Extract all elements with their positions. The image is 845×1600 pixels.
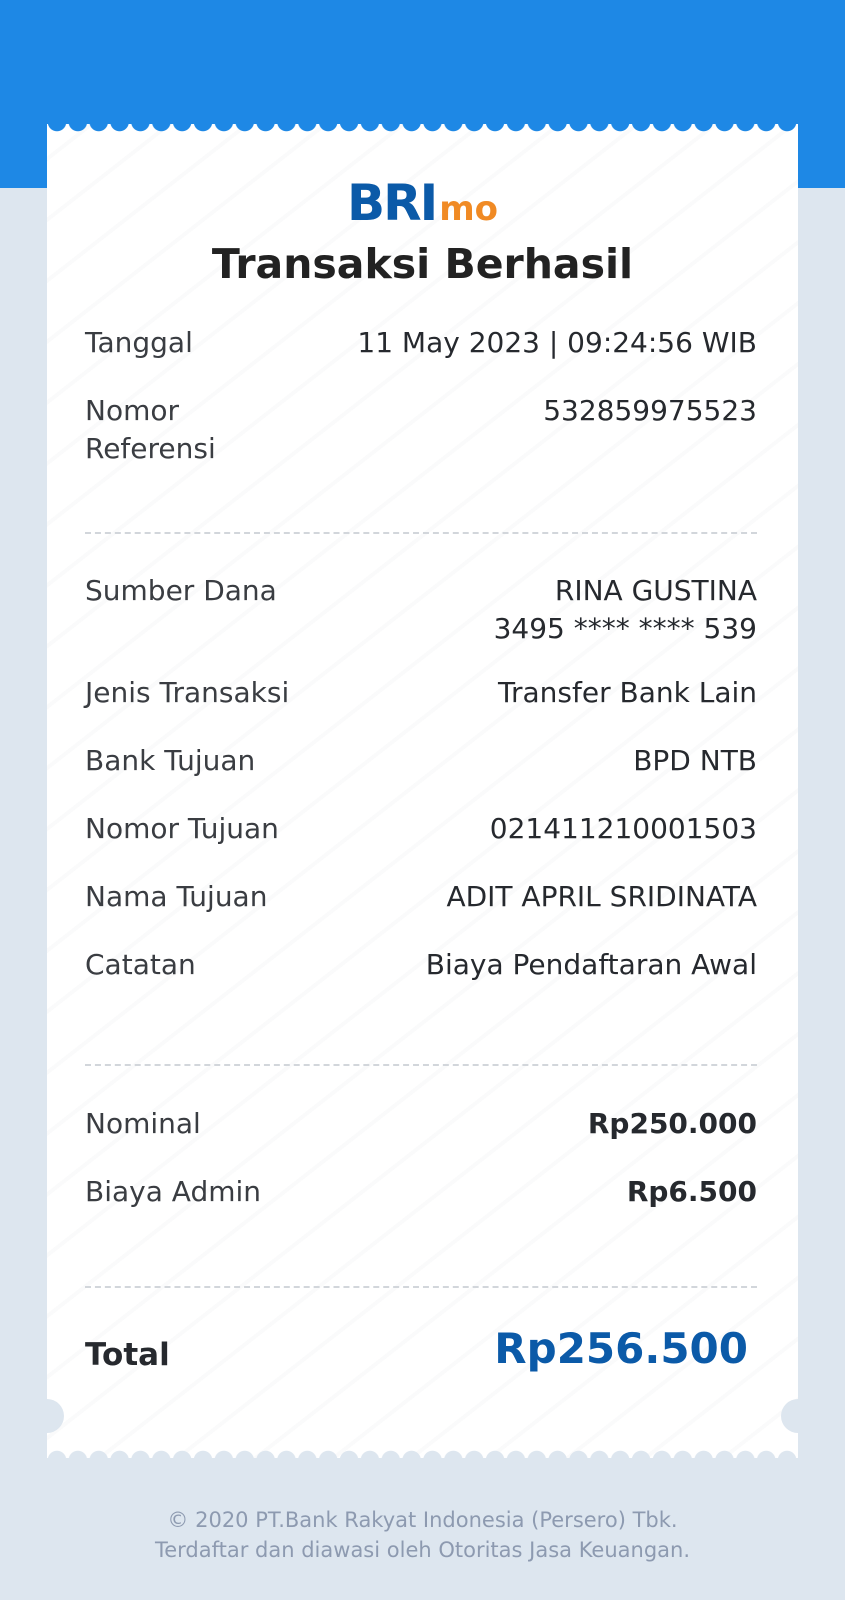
row-catatan [85, 946, 757, 984]
nominal-value: Rp250.000 [587, 1107, 757, 1140]
referensi-label: Nomor Referensi [85, 394, 216, 465]
receipt-notch-left [30, 1399, 64, 1433]
nomor-tujuan-label: Nomor Tujuan [85, 812, 279, 845]
referensi-value: 532859975523 [543, 394, 757, 427]
divider-3 [85, 1286, 757, 1288]
sumber-name: RINA GUSTINA [554, 574, 757, 607]
row-bank-tujuan [85, 742, 757, 780]
divider-2 [85, 1064, 757, 1066]
admin-label: Biaya Admin [85, 1175, 262, 1208]
row-referensi [85, 392, 757, 468]
divider-1 [85, 532, 757, 534]
row-biaya-admin [85, 1173, 757, 1211]
jenis-value: Transfer Bank Lain [498, 676, 757, 709]
admin-value: Rp6.500 [626, 1175, 757, 1208]
nama-tujuan-label: Nama Tujuan [85, 880, 268, 913]
footer [0, 1505, 845, 1565]
nomor-tujuan-value: 021411210001503 [489, 812, 757, 845]
receipt-card [47, 124, 798, 1458]
logo-bri-text: BRI [346, 174, 437, 232]
row-sumber-dana [85, 572, 757, 648]
bank-value: BPD NTB [633, 744, 757, 777]
sumber-label: Sumber Dana [85, 574, 277, 607]
brimo-logo [47, 174, 798, 232]
sumber-account: 3495 **** **** 539 [493, 612, 757, 645]
nominal-label: Nominal [85, 1107, 201, 1140]
row-tanggal [85, 324, 757, 362]
bank-label: Bank Tujuan [85, 744, 256, 777]
row-jenis-transaksi [85, 674, 757, 712]
catatan-label: Catatan [85, 948, 196, 981]
row-nominal [85, 1105, 757, 1143]
row-nomor-tujuan [85, 810, 757, 848]
tanggal-label: Tanggal [85, 326, 193, 359]
footer-ojk: Terdaftar dan diawasi oleh Otoritas Jasa Keuangan. [154, 1538, 691, 1562]
nama-tujuan-value: ADIT APRIL SRIDINATA [446, 880, 757, 913]
total-label: Total [85, 1337, 170, 1373]
receipt-notch-right [781, 1399, 815, 1433]
tanggal-value: 11 May 2023 | 09:24:56 WIB [357, 326, 757, 359]
logo-mo-text: mo [439, 189, 498, 229]
catatan-value: Biaya Pendaftaran Awal [425, 948, 757, 981]
total-value: Rp256.500 [494, 1324, 748, 1373]
page-title: Transaksi Berhasil [211, 240, 634, 288]
footer-copyright: © 2020 PT.Bank Rakyat Indonesia (Persero) Tbk. [167, 1508, 678, 1532]
jenis-label: Jenis Transaksi [85, 676, 290, 709]
sumber-value [494, 572, 757, 648]
row-nama-tujuan [85, 878, 757, 916]
